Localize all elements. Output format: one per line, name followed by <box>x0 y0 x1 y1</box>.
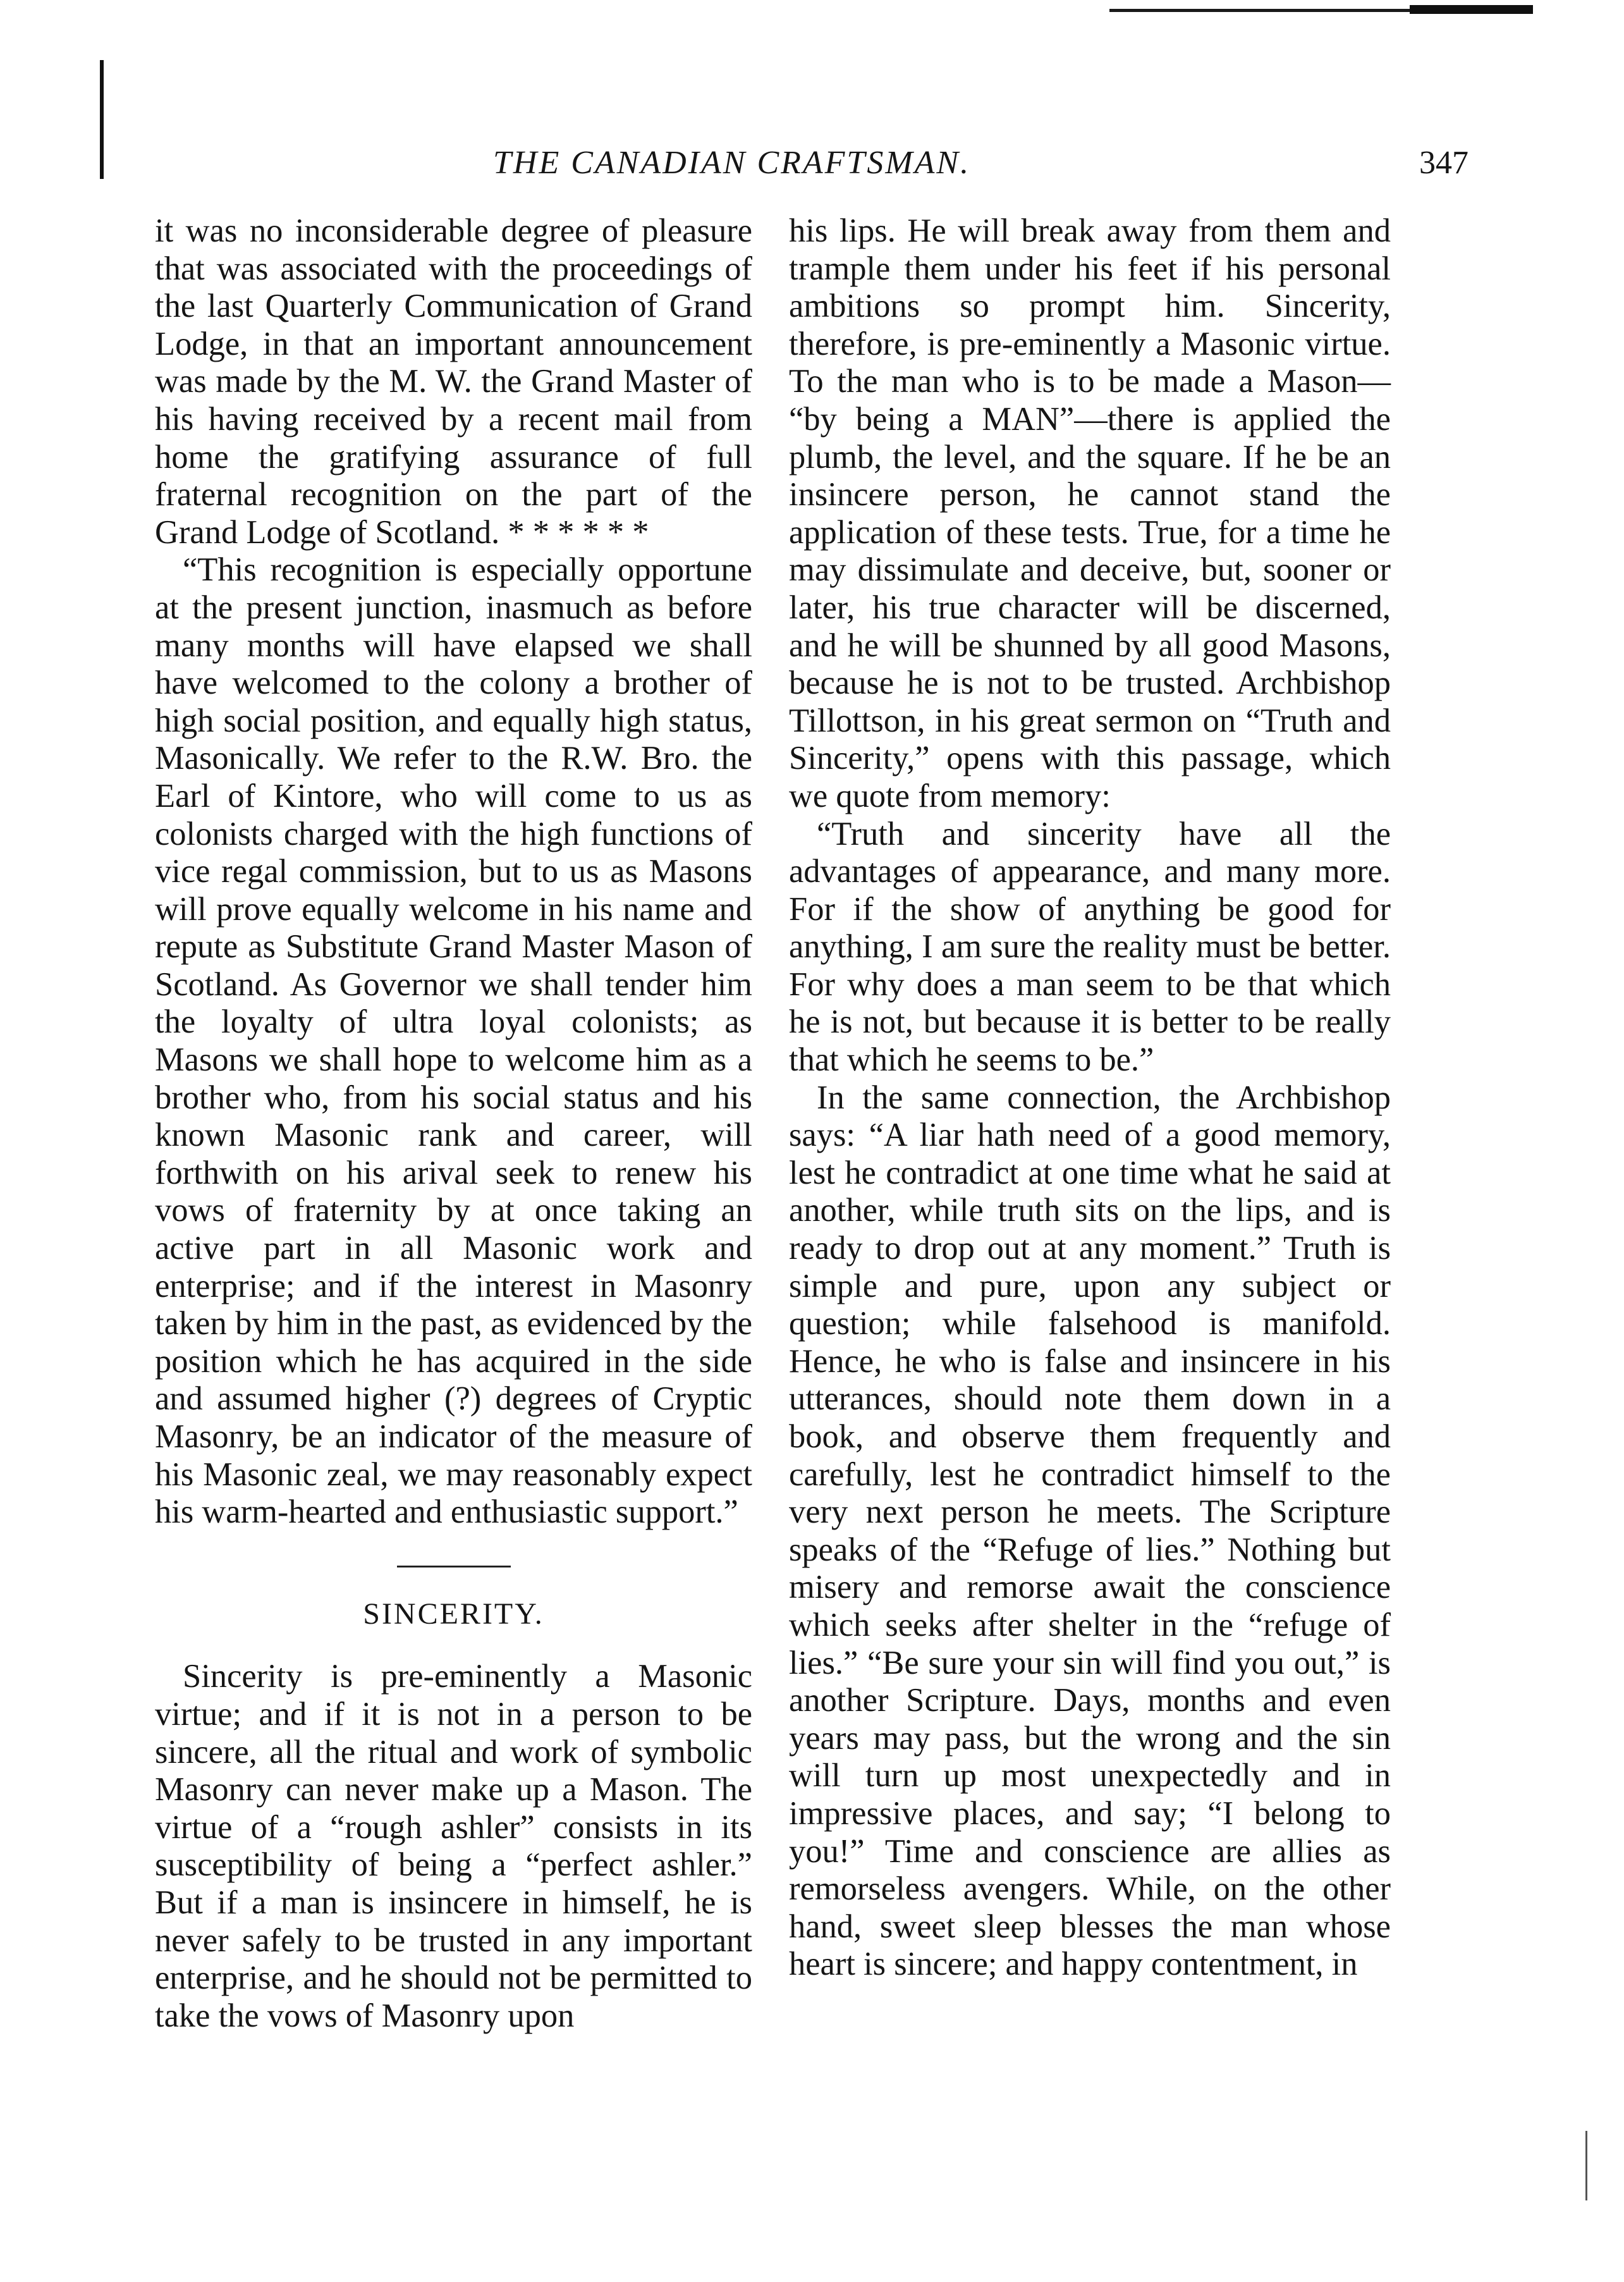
page-number: 347 <box>1419 145 1468 181</box>
paragraph-archbishop-says: In the same connection, the Archbishop says: “A liar hath need of a good memory, lest he contradict at one time what he said at another, while truth sits on the lips, and is ready to drop out at any moment.” Truth is simple and pure, upon any subject or question; while falsehood is manifold. Hence, he who is false and insincere in his utterances, should note them down in a book, and observe them frequently and carefully, lest he contradict himself to the very next person he meets. The Scripture speaks of the “Refuge of lies.” Nothing but misery and remorse await the conscience which seeks after shelter in the “refuge of lies.” “Be sure your sin will find you out,” is another Scripture. Days, months and even years may pass, but the wrong and the sin will turn up most unexpectedly and in impressive places, and say; “I belong to you!” Time and conscience are allies as remorseless avengers. While, on the other hand, sweet sleep blesses the man whose heart is sincere; and happy contentment, in <box>789 1079 1391 1983</box>
left-column <box>155 212 752 2035</box>
paragraph-recognition-intro: it was no inconsiderable degree of pleasure that was associated with the proceedings of the last Quarterly Communication of Grand Lodge, in that an important announcement was made by the M. W. the Grand Master of his having received by a recent mail from home the gratifying assurance of full fraternal recognition on the part of the Grand Lodge of Scotland. * * * * * * <box>155 212 752 551</box>
margin-mark-lower <box>1585 2131 1587 2200</box>
right-column <box>789 212 1391 1984</box>
running-title: THE CANADIAN CRAFTSMAN. <box>493 145 971 181</box>
margin-mark <box>100 60 104 179</box>
paragraph-sincerity-intro: Sincerity is pre-eminently a Masonic virtue; and if it is not in a person to be sincere, all the ritual and work of symbolic Masonry can never make up a Mason. The virtue of a “rough ashler” consists in its susceptibility of being a “perfect ashler.” But if a man is insincere in himself, he is never safely to be trusted in any important enterprise, and he should not be permitted to take the vows of Masonry upon <box>155 1658 752 2034</box>
paragraph-tillotson-quote: “Truth and sincerity have all the advantages of appearance, and many more. For if the show of anything be good for anything, I am sure the reality must be better. For why does a man seem to be that which he is not, but because it is better to be really that which he seems to be.” <box>789 815 1391 1079</box>
section-divider <box>397 1566 511 1567</box>
paragraph-recognition-quote: “This recognition is especially opportune at the present junction, inasmuch as before many months will have elapsed we shall have welcomed to the colony a brother of high social position, and equally high status, Masonically. We refer to the R.W. Bro. the Earl of Kintore, who will come to us as colonists charged with the high functions of vice regal commission, but to us as Masons will prove equally welcome in his name and repute as Substitute Grand Master Mason of Scotland. As Governor we shall tender him the loyalty of ultra loyal colonists; as Masons we shall hope to welcome him as a brother who, from his social status and his known Masonic rank and career, will forthwith on his arival seek to renew his vows of fraternity by at once taking an active part in all Masonic work and enterprise; and if the interest in Masonry taken by him in the past, as evidenced by the position which he has acquired in the side and assumed higher (?) degrees of Cryptic Masonry, be an indicator of the measure of his Masonic zeal, we may reasonably expect his warm-hearted and enthusiastic support.” <box>155 551 752 1531</box>
top-rule-thick <box>1410 5 1533 14</box>
paragraph-sincerity-continued: his lips. He will break away from them and trample them under his feet if his personal ambitions so prompt him. Sincerity, therefore, is pre-eminently a Masonic virtue. To the man who is to be made a Mason— “by being a MAN”—there is applied the plumb, the level, and the square. If he be an insincere person, he cannot stand the application of these tests. True, for a time he may dissimulate and deceive, but, sooner or later, his true character will be discerned, and he will be shunned by all good Masons, because he is not to be trusted. Archbishop Tillottson, in his great sermon on “Truth and Sincerity,” opens with this passage, which we quote from memory: <box>789 212 1391 814</box>
section-heading: SINCERITY. <box>363 1597 544 1631</box>
